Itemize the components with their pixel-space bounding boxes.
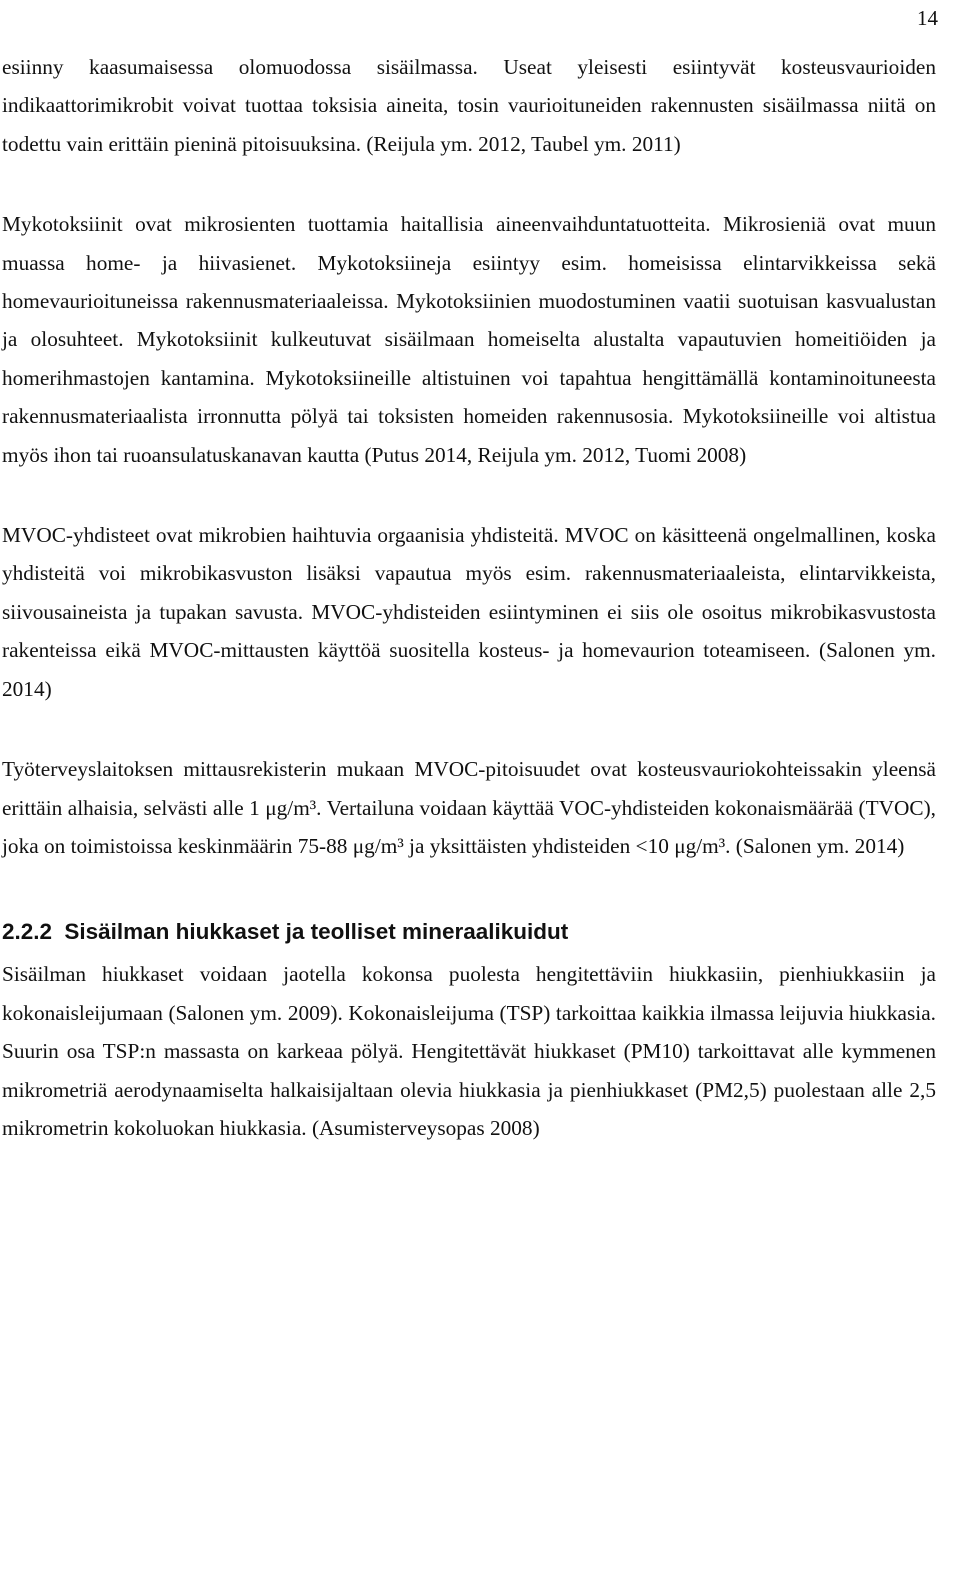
page-number: 14	[917, 6, 938, 30]
paragraph-mvoc-pitoisuudet: Työterveyslaitoksen mittausrekisterin mukaan MVOC-pitoisuudet ovat kosteusvauriokohteissakin yleensä erittäin alhaisia, selvästi alle 1 μg/m³. Vertailuna voidaan käyttää VOC-yhdisteiden kokonaismäärää (TVOC), joka on toimistoissa keskinmäärin 75-88 μg/m³ ja yksittäisten yhdisteiden <10 μg/m³. (Salonen ym. 2014)	[2, 757, 936, 858]
paragraph-hiukkaset: Sisäilman hiukkaset voidaan jaotella kokonsa puolesta hengitettäviin hiukkasiin, pienhiukkasiin ja kokonaisleijumaan (Salonen ym. 2009). Kokonaisleijuma (TSP) tarkoittaa kaikkia ilmassa leijuvia hiukkasia. Suurin osa TSP:n massasta on karkeaa pölyä. Hengitettävät hiukkaset (PM10) tarkoittavat alle kymmenen mikrometriä aerodynaamiselta halkaisijaltaan olevia hiukkasia ja pienhiukkaset (PM2,5) puolestaan alle 2,5 mikrometrin kokoluokan hiukkasia. (Asumisterveysopas 2008)	[2, 962, 936, 1140]
section-heading	[2, 917, 936, 947]
document-body	[2, 48, 936, 1147]
section-title: Sisäilman hiukkaset ja teolliset mineraalikuidut	[64, 919, 569, 945]
paragraph-sisailma-toksiinit: esiinny kaasumaisessa olomuodossa sisäilmassa. Useat yleisesti esiintyvät kosteusvaurioiden indikaattorimikrobit voivat tuottaa toksisia aineita, tosin vaurioituneiden rakennusten sisäilmassa niitä on todettu vain erittäin pieninä pitoisuuksina. (Reijula ym. 2012, Taubel ym. 2011)	[2, 55, 936, 156]
paragraph-mykotoksiinit: Mykotoksiinit ovat mikrosienten tuottamia haitallisia aineenvaihduntatuotteita. Mikrosieniä ovat muun muassa home- ja hiivasienet. Mykotoksiineja esiintyy esim. homeisissa elintarvikkeissa sekä homevaurioituneissa rakennusmateriaaleissa. Mykotoksiinien muodostuminen vaatii suotuisan kasvualustan ja olosuhteet. Mykotoksiinit kulkeutuvat sisäilmaan homeiselta alustalta vapautuvien homeitiöiden ja homerihmastojen kantamina. Mykotoksiineille altistuinen voi tapahtua hengittämällä kontaminoituneesta rakennusmateriaalista irronnutta pölyä tai toksisten homeiden rakennusosia. Mykotoksiineille voi altistua myös ihon tai ruoansulatuskanavan kautta (Putus 2014, Reijula ym. 2012, Tuomi 2008)	[2, 212, 936, 467]
section-number: 2.2.2	[2, 919, 53, 945]
paragraph-mvoc: MVOC-yhdisteet ovat mikrobien haihtuvia orgaanisia yhdisteitä. MVOC on käsitteenä ongelmallinen, koska yhdisteitä voi mikrobikasvuston lisäksi vapautua myös esim. rakennusmateriaaleista, elintarvikkeista, siivousaineista ja tupakan savusta. MVOC-yhdisteiden esiintyminen ei siis ole osoitus mikrobikasvustosta rakenteissa eikä MVOC-mittausten käyttöä suositella kosteus- ja homevaurion toteamiseen. (Salonen ym. 2014)	[2, 523, 936, 701]
